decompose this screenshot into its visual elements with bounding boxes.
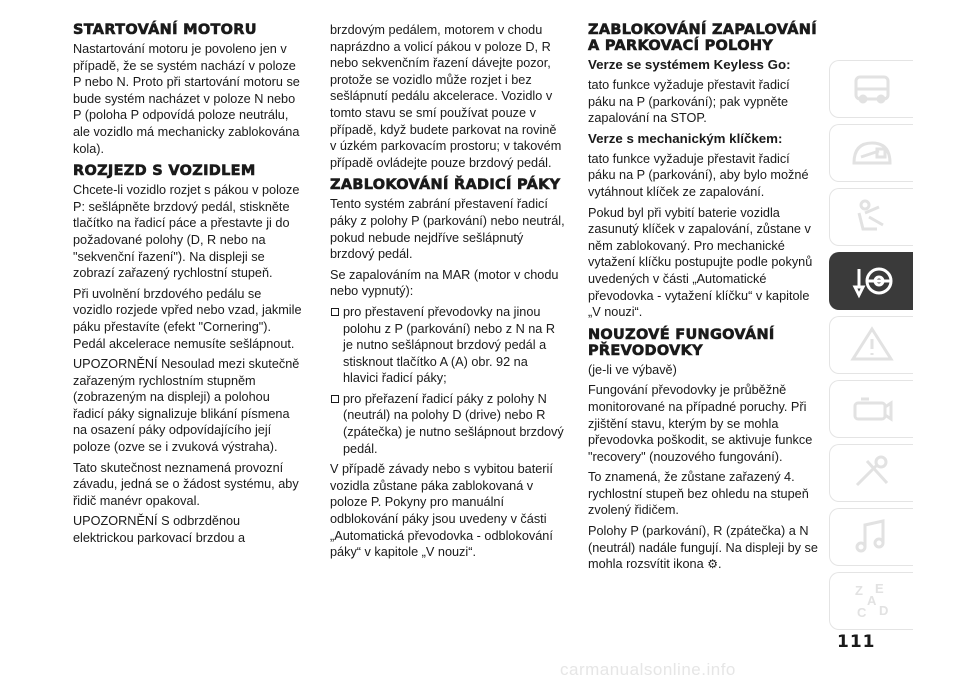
airbag-seat-icon xyxy=(849,197,895,237)
svg-text:Z: Z xyxy=(854,583,863,598)
tab-vehicle[interactable] xyxy=(829,60,913,118)
paragraph: Tento systém zabrání přestavení řadicí páky z polohy P (parkování) nebo neutrál, pokud nebude nejdříve sešlápnutý brzdový pedál. xyxy=(330,197,565,262)
tab-maintenance[interactable] xyxy=(829,444,913,502)
paragraph: Fungování převodovky je průběžně monitorované na případné poruchy. Při zjištění stavu, kterým by se mohla převodovka poškodit, se aktivuje funkce "recovery" (nouzového fungování). xyxy=(588,383,813,464)
heading-startovani-motoru: STARTOVÁNÍ MOTORU xyxy=(73,22,257,38)
column-2 xyxy=(330,22,565,565)
list-item-text: pro přestavení převodovky na jinou polohu z P (parkování) nebo z N na R je nutno sešlápnout brzdový pedál a stisknout tlačítko A (A) obr. 92 na hlavici řadicí páky; xyxy=(343,304,556,386)
tab-safety[interactable] xyxy=(829,188,913,246)
paragraph: Chcete-li vozidlo rozjet s pákou v poloze P: sešlápněte brzdový pedál, stiskněte tlačítko na řadicí páce a přestavte ji do požadované polohy (D, R nebo na "sekvenční řazení"). Na displeji se zobrazí zařazený rychlostní stupeň. xyxy=(73,183,300,281)
tab-index[interactable] xyxy=(829,572,913,630)
tab-emergency[interactable] xyxy=(829,380,913,438)
paragraph: Se zapalováním na MAR (motor v chodu nebo vypnutý): xyxy=(330,267,559,299)
paragraph: Při uvolnění brzdového pedálu se vozidlo rozjede vpřed nebo vzad, jakmile páku přestavíte (efekt "Cornering"). Pedál akcelerace nemusíte sešlápnout. xyxy=(73,286,302,351)
index-icon xyxy=(849,581,895,621)
paragraph: tato funkce vyžaduje přestavit řadicí páku na P (parkování), aby bylo možné vytáhnout klíček ze zapalování. xyxy=(588,151,809,199)
list-item-text: pro přeřazení řadicí páky z polohy N (neutrál) na polohy D (drive) nebo R (zpátečka) je nutno sešlápnout brzdový pedál. xyxy=(343,391,564,456)
dashboard-icon xyxy=(849,133,895,173)
column-3 xyxy=(588,22,820,577)
svg-text:C: C xyxy=(856,605,866,620)
subheading-mechanical-key: Verze s mechanickým klíčkem: xyxy=(588,130,783,146)
key-steering-icon xyxy=(849,261,895,301)
tab-instruments[interactable] xyxy=(829,124,913,182)
paragraph xyxy=(588,523,820,573)
heading-rozjezd: ROZJEZD S VOZIDLEM xyxy=(73,163,256,180)
column-1 xyxy=(73,22,303,551)
paragraph: tato funkce vyžaduje přestavit řadicí páku na P (parkování); pak vypněte zapalování na STOP. xyxy=(588,78,790,126)
paragraph: (je-li ve výbavě) xyxy=(588,362,677,377)
paragraph: Tato skutečnost neznamená provozní závadu, jedná se o žádost systému, aby řidič manévr opakoval. xyxy=(73,460,299,508)
tab-warnings[interactable] xyxy=(829,316,913,374)
list-item xyxy=(330,304,565,387)
subheading-keyless: Verze se systémem Keyless Go: xyxy=(588,57,791,72)
warning-triangle-icon xyxy=(849,325,895,365)
car-icon xyxy=(849,69,895,109)
svg-text:D: D xyxy=(878,603,888,618)
paragraph-text: Polohy P (parkování), R (zpátečka) a N (neutrál) nadále fungují. Na displeji by se mohla rozsvítit ikona xyxy=(588,524,818,572)
music-icon xyxy=(849,517,895,557)
tab-starting-driving[interactable] xyxy=(829,252,913,310)
svg-text:E: E xyxy=(874,581,884,596)
maintenance-icon xyxy=(849,389,895,429)
tab-multimedia[interactable] xyxy=(829,508,913,566)
paragraph: Pokud byl při vybití baterie vozidla zasunutý klíček v zapalování, zůstane v něm zablokovaný. Pro mechanické vytažení klíčku postupujte podle pokynů uvedených v části „Automatické převodovka - vytažení klíčku“ v kapitole „V nouzi“. xyxy=(588,205,813,320)
chapter-tabs xyxy=(829,60,913,636)
paragraph: brzdovým pedálem, motorem v chodu naprázdno a volicí pákou v poloze D, R nebo sekvenčním řazení dávejte pozor, protože se vozidlo může rozjet i bez sešlápnutí pedálu akcelerace. Vozidlo v tomto stavu se smí používat pouze v případě, když budete parkovat na rovině v úzkém parkovacím prostoru; v takovém případě ovládejte pouze brzdový pedál. xyxy=(330,23,562,170)
paragraph: To znamená, že zůstane zařazený 4. rychlostní stupeň bez ohledu na stupeň zvolený řidičem. xyxy=(588,470,809,518)
warning-paragraph: UPOZORNĚNÍ S odbrzděnou elektrickou parkovací brzdou a xyxy=(73,514,246,546)
watermark: carmanualsonline.info xyxy=(560,660,736,679)
heading-zablokovani-radici-paky: ZABLOKOVÁNÍ ŘADICÍ PÁKY xyxy=(330,177,561,194)
gearbox-warning-icon: ⚙ xyxy=(707,557,718,572)
technical-data-icon xyxy=(849,453,895,493)
page-number: 111 xyxy=(837,632,876,652)
paragraph-end: . xyxy=(717,557,722,572)
svg-text:A: A xyxy=(866,593,876,608)
paragraph: Nastartování motoru je povoleno jen v případě, že se systém nachází v poloze P nebo N. Proto při startování motoru se bude systém nacházet v poloze N nebo P (poloha P odpovídá poloze neutrálu, ale vozidlo má mechanicky zablokována kola). xyxy=(73,42,300,156)
heading-zablokovani-zapalovani: ZABLOKOVÁNÍ ZAPALOVÁNÍ A PARKOVACÍ POLOHY xyxy=(588,22,817,54)
list-item xyxy=(330,391,565,457)
warning-paragraph: UPOZORNĚNÍ Nesoulad mezi skutečně zařazeným rychlostním stupněm (zobrazeným na displeji) a polohou řadicí páky signalizuje blikání písmena na osazení páky odpovídajícího její poloze (ozve se i zvuková výstraha). xyxy=(73,357,300,455)
checkbox-bullet-icon xyxy=(331,308,339,316)
heading-nouzove-fungovani: NOUZOVÉ FUNGOVÁNÍ PŘEVODOVKY xyxy=(588,326,775,359)
checkbox-bullet-icon xyxy=(331,395,339,403)
paragraph: V případě závady nebo s vybitou baterií vozidla zůstane páka zablokovaná v poloze P. Pokyny pro manuální odblokování páky jsou uvedeny v části „Automatická převodovka - odblokování páky“ v kapitole „V nouzi“. xyxy=(330,462,553,560)
